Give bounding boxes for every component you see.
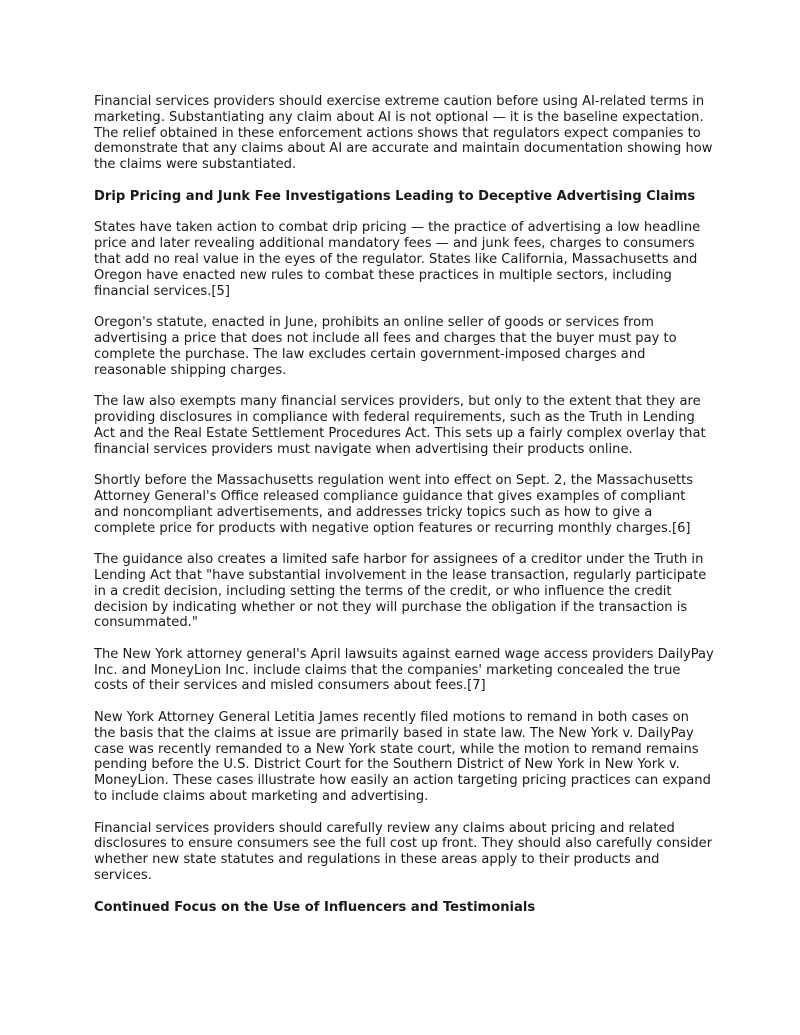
exemption-paragraph: The law also exempts many financial services providers, but only to the extent that they are providing disclosures in compliance with federal requirements, such as the Truth in Lending Act and the Real Estate Settlement Procedures Act. This sets up a fairly complex overlay that financial services providers must navigate when advertising their products online. xyxy=(94,394,706,457)
drip-pricing-paragraph: States have taken action to combat drip pricing — the practice of advertising a low headline price and later revealing additional mandatory fees — and junk fees, charges to consumers that add no real value in the eyes of the regulator. States like California, Massachusetts and Oregon have enacted new rules to combat these practices in multiple sectors, including financial services.[5] xyxy=(94,220,701,299)
document-page xyxy=(94,94,714,931)
oregon-statute-paragraph: Oregon's statute, enacted in June, prohibits an online seller of goods or services from advertising a price that does not include all fees and charges that the buyer must pay to complete the purchase. The law excludes certain government-imposed charges and reasonable shipping charges. xyxy=(94,315,677,378)
massachusetts-guidance-paragraph: Shortly before the Massachusetts regulation went into effect on Sept. 2, the Massachusetts Attorney General's Office released compliance guidance that gives examples of compliant and noncompliant advertisements, and addresses tricky topics such as how to give a complete price for products with negative option features or recurring monthly charges.[6] xyxy=(94,473,694,536)
drip-pricing-heading: Drip Pricing and Junk Fee Investigations Leading to Deceptive Advertising Claims xyxy=(94,188,696,204)
intro-ai-caution-paragraph: Financial services providers should exercise extreme caution before using AI-related terms in marketing. Substantiating any claim about AI is not optional — it is the baseline expectation. The relief obtained in these enforcement actions shows that regulators expect companies to demonstrate that any claims about AI are accurate and maintain documentation showing how the claims were substantiated. xyxy=(94,94,713,173)
new-york-lawsuits-paragraph: The New York attorney general's April lawsuits against earned wage access providers DailyPay Inc. and MoneyLion Inc. include claims that the companies' marketing concealed the true costs of their services and misled consumers about fees.[7] xyxy=(94,646,714,694)
safe-harbor-paragraph: The guidance also creates a limited safe harbor for assignees of a creditor under the Truth in Lending Act that "have substantial involvement in the lease transaction, regularly participate in a credit decision, including setting the terms of the credit, or who influence the credit decision by indicating whether or not they will purchase the obligation if the transaction is consummated." xyxy=(94,552,707,631)
influencers-heading: Continued Focus on the Use of Influencers and Testimonials xyxy=(94,899,536,915)
review-claims-paragraph: Financial services providers should carefully review any claims about pricing and related disclosures to ensure consumers see the full cost up front. They should also carefully consider whether new state statutes and regulations in these areas apply to their products and services. xyxy=(94,820,713,884)
remand-motions-paragraph: New York Attorney General Letitia James recently filed motions to remand in both cases on the basis that the claims at issue are primarily based in state law. The New York v. DailyPay case was recently remanded to a New York state court, while the motion to remand remains pending before the U.S. District Court for the Southern District of New York in New York v. MoneyLion. These cases illustrate how easily an action targeting pricing practices can expand to include claims about marketing and advertising. xyxy=(94,710,711,805)
